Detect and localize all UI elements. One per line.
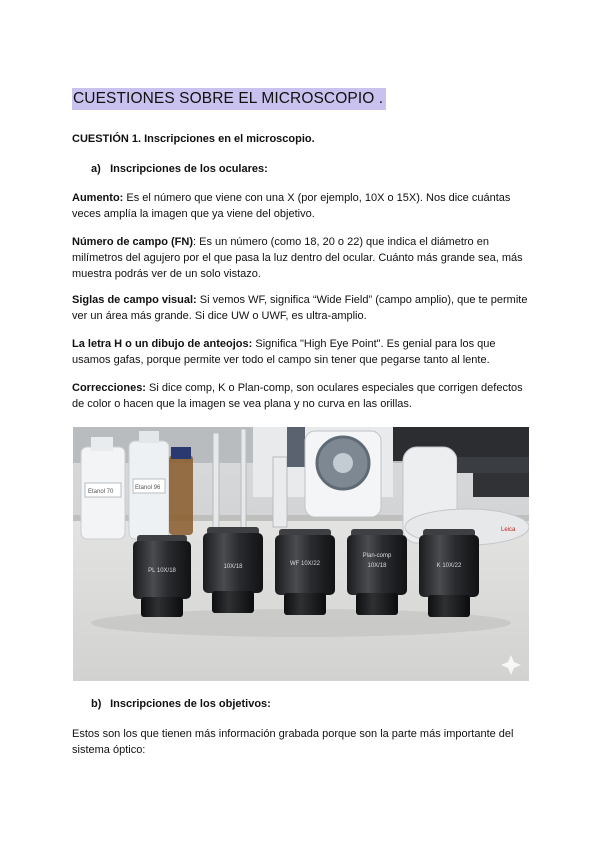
bottle-2 <box>129 431 169 539</box>
item-numero-de-campo <box>72 234 532 282</box>
item-term: Aumento: <box>72 192 124 204</box>
item-siglas <box>72 292 532 324</box>
question-1-heading: CUESTIÓN 1. Inscripciones en el microscopio. <box>72 133 315 145</box>
item-term: Correcciones: <box>72 382 146 394</box>
eyepiece-1-label: PL 10X/18 <box>148 568 176 574</box>
eyepieces-photo <box>73 427 529 681</box>
item-letra-h <box>72 336 532 368</box>
item-text: Si vemos WF, significa “Wide Field” (campo amplio), que te permite ver un área más grande. Si dice UW o UWF, es ultra-amplio. <box>72 294 528 322</box>
blue-cap <box>171 447 191 459</box>
item-term: La letra H o un dibujo de anteojos: <box>72 338 253 350</box>
item-text: Es el número que viene con una X (por ejemplo, 10X o 15X). Nos dice cuántas veces amplía la imagen que ya viene del objetivo. <box>72 192 511 220</box>
section-b-letter: b) <box>91 698 102 710</box>
section-a-label: Inscripciones de los oculares: <box>110 163 268 175</box>
section-b-label: Inscripciones de los objetivos: <box>110 698 271 710</box>
bottle-1-label: Etanol 70 <box>88 489 114 495</box>
eyepiece-2 <box>203 527 263 613</box>
section-b-heading <box>91 698 271 710</box>
centrifuge <box>305 431 381 517</box>
item-term: Número de campo (FN) <box>72 236 194 248</box>
section-a-letter: a) <box>91 163 101 175</box>
eyepiece-3-label: WF 10X/22 <box>289 561 321 567</box>
eyepiece-5-label: K 10X/22 <box>436 563 462 569</box>
section-a-heading <box>91 163 268 175</box>
eyepiece-4-label: 10X/18 <box>367 563 387 569</box>
item-aumento <box>72 190 532 222</box>
eyepiece-3 <box>275 529 335 615</box>
eyepieces-photo-drawing <box>73 427 529 681</box>
item-correcciones <box>72 380 532 412</box>
bottle-1 <box>81 437 125 539</box>
microscope-brand: Leica <box>501 527 516 533</box>
item-text: Significa "High Eye Point". Es genial para los que usamos gafas, porque permite ver todo el campo sin tener que pegarse tanto al lente. <box>72 338 496 366</box>
objectives-intro: Estos son los que tienen más información grabada porque son la parte más importante del sistema óptico: <box>72 728 514 756</box>
item-text: : Es un número (como 18, 20 o 22) que indica el diámetro en milímetros del agujero por el que pasa la luz dentro del ocular. Cuánto más grande sea, más muestra podrás ver de un solo vistazo. <box>72 236 523 280</box>
item-term: Siglas de campo visual: <box>72 294 197 306</box>
eyepiece-4 <box>347 529 407 615</box>
eyepiece-5 <box>419 529 479 617</box>
item-text: Si dice comp, K o Plan-comp, son oculares especiales que corrigen defectos de color o hacen que la imagen se vea plana y no curva en las orillas. <box>72 382 523 410</box>
bottle-2-label: Etanol 96 <box>135 485 161 491</box>
eyepiece-4-label-top: Plan-comp <box>362 553 392 559</box>
page-title: CUESTIONES SOBRE EL MICROSCOPIO . <box>72 88 386 110</box>
brown-bottle <box>169 455 193 535</box>
eyepiece-2-label: 10X/18 <box>223 564 243 570</box>
eyepiece-1 <box>133 535 191 617</box>
